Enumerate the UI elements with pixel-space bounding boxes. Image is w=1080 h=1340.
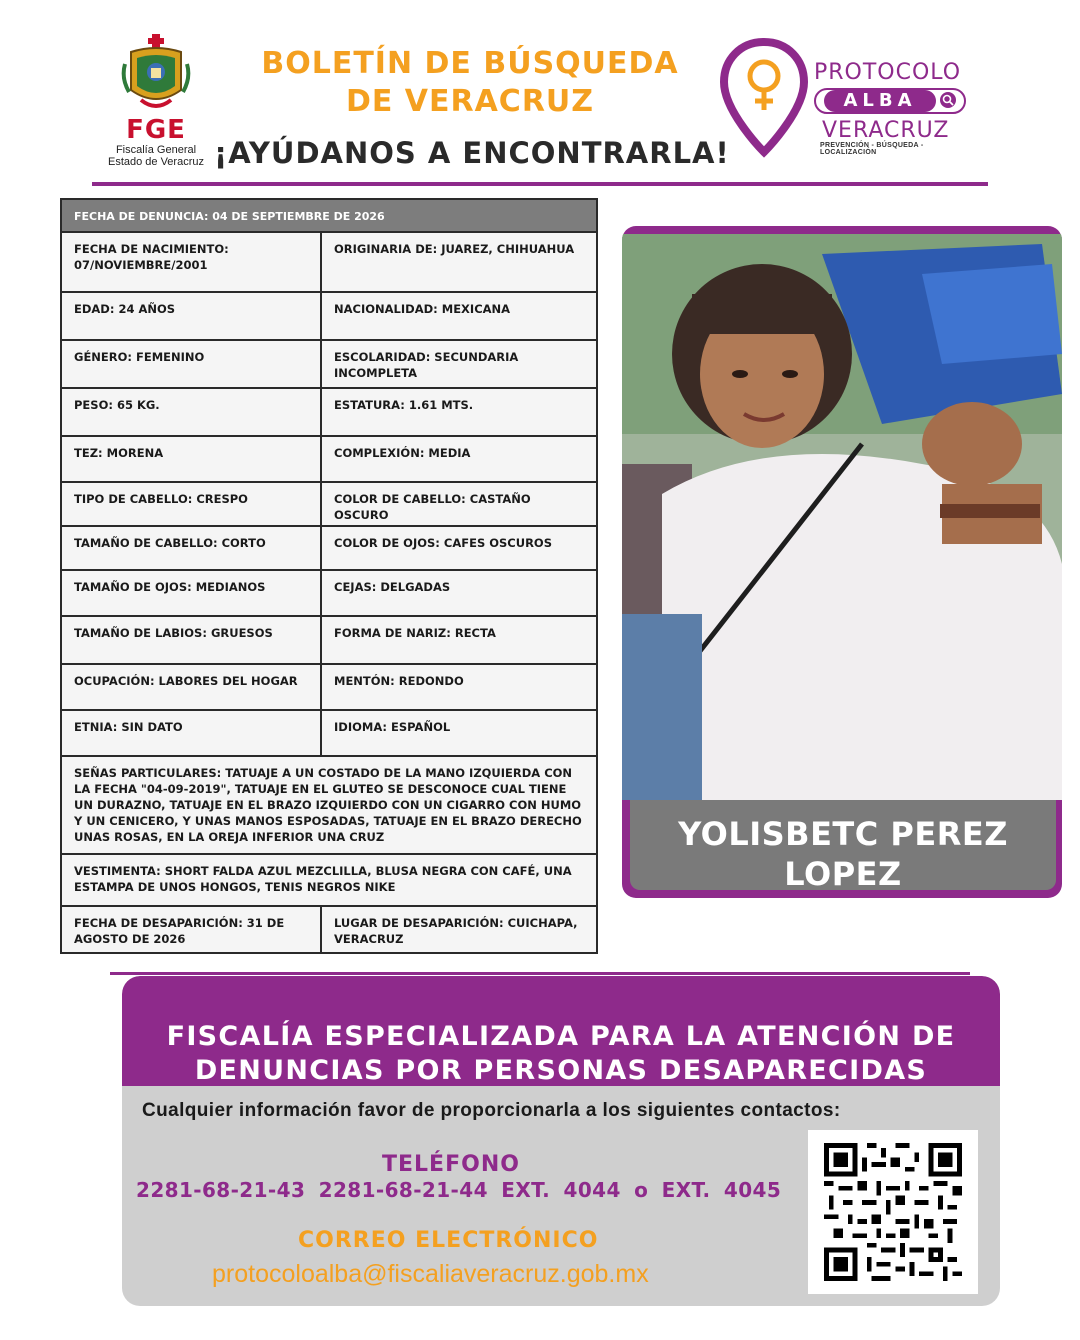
- table-row: [62, 435, 596, 481]
- table-cell: TAMAÑO DE OJOS: MEDIANOS: [62, 571, 322, 615]
- table-row: [62, 905, 596, 952]
- table-cell: ETNIA: SIN DATO: [62, 711, 322, 755]
- table-cell: ORIGINARIA DE: JUAREZ, CHIHUAHUA: [322, 233, 596, 291]
- table-cell: TIPO DE CABELLO: CRESPO: [62, 483, 322, 525]
- qr-code[interactable]: [808, 1130, 978, 1294]
- email-label: CORREO ELECTRÓNICO: [298, 1228, 599, 1253]
- table-cell: GÉNERO: FEMENINO: [62, 341, 322, 387]
- email-link[interactable]: protocoloalba@fiscaliaveracruz.gob.mx: [212, 1260, 649, 1288]
- bulletin-title-line1: BOLETÍN DE BÚSQUEDA: [261, 46, 679, 81]
- location-pin-female-icon: [718, 38, 810, 158]
- contact-intro: Cualquier información favor de proporcionarla a los siguientes contactos:: [142, 1100, 841, 1121]
- table-cell: IDIOMA: ESPAÑOL: [322, 711, 596, 755]
- disappearance-place: LUGAR DE DESAPARICIÓN: CUICHAPA, VERACRUZ: [322, 907, 596, 952]
- qr-code-icon: [824, 1142, 962, 1282]
- org-name-line2: Estado de Veracruz: [107, 156, 204, 168]
- phone-label: TELÉFONO: [382, 1152, 520, 1177]
- table-cell: MENTÓN: REDONDO: [322, 665, 596, 709]
- table-cell: EDAD: 24 AÑOS: [62, 293, 322, 339]
- table-cell: OCUPACIÓN: LABORES DEL HOGAR: [62, 665, 322, 709]
- table-row: [62, 481, 596, 525]
- alba-tagline: PREVENCIÓN - BÚSQUEDA - LOCALIZACIÓN: [820, 142, 924, 156]
- table-row: [62, 709, 596, 755]
- table-row: [62, 663, 596, 709]
- alba-protocolo-text: PROTOCOLO: [814, 60, 962, 85]
- table-row: [62, 525, 596, 569]
- person-name-line2: LOPEZ: [784, 855, 902, 893]
- table-row: [62, 755, 596, 853]
- table-cell: ESCOLARIDAD: SECUNDARIA INCOMPLETA: [322, 341, 596, 387]
- fge-logo: [96, 34, 216, 166]
- protocolo-alba-logo: [718, 38, 978, 166]
- table-cell: TAMAÑO DE LABIOS: GRUESOS: [62, 617, 322, 663]
- person-details-table: [60, 198, 598, 954]
- table-header-row: [62, 200, 596, 231]
- table-cell: COLOR DE CABELLO: CASTAÑO OSCURO: [322, 483, 596, 525]
- distinguishing-marks: SEÑAS PARTICULARES: TATUAJE A UN COSTADO DE LA MANO IZQUIERDA CON LA FECHA "04-09-2019", TATUAJE EN EL GLUTEO SE DESCONOCE CUAL TIENE UN DURAZNO, TATUAJE EN EL BRAZO IZQUIERDO CON UN CIGARRO CON HUMO Y UN CENICERO, Y UNAS MANOS ESPOSADAS, TATUAJE EN EL BRAZO DERECHO UNAS ROSAS, EN LA OREJA INFERIOR UNA CRUZ: [62, 757, 596, 853]
- fge-abbr: FGE: [126, 115, 186, 145]
- table-row: [62, 339, 596, 387]
- agency-name-line1: FISCALÍA ESPECIALIZADA PARA LA ATENCIÓN DE: [166, 1021, 956, 1052]
- table-row: [62, 615, 596, 663]
- contact-footer: [122, 976, 1000, 1306]
- table-cell: NACIONALIDAD: MEXICANA: [322, 293, 596, 339]
- table-cell: PESO: 65 KG.: [62, 389, 322, 435]
- bulletin-title-line2: DE VERACRUZ: [345, 84, 595, 119]
- missing-person-card: [622, 226, 1062, 898]
- table-row: [62, 231, 596, 291]
- help-us-heading: ¡AYÚDANOS A ENCONTRARLA!: [214, 136, 730, 170]
- table-cell: ESTATURA: 1.61 MTS.: [322, 389, 596, 435]
- table-cell: FORMA DE NARIZ: RECTA: [322, 617, 596, 663]
- report-date: FECHA DE DENUNCIA: 04 DE SEPTIEMBRE DE 2026: [62, 200, 596, 231]
- search-icon: [940, 92, 958, 110]
- table-row: [62, 387, 596, 435]
- org-name-line1: Fiscalía General: [115, 144, 197, 156]
- missing-person-photo: [622, 234, 1062, 800]
- header-divider: [92, 182, 988, 186]
- table-row: [62, 291, 596, 339]
- table-cell: COLOR DE OJOS: CAFES OSCUROS: [322, 527, 596, 569]
- person-name-line1: YOLISBETC PEREZ: [678, 815, 1008, 853]
- table-cell: CEJAS: DELGADAS: [322, 571, 596, 615]
- table-cell: TAMAÑO DE CABELLO: CORTO: [62, 527, 322, 569]
- section-divider: [110, 972, 970, 975]
- coat-of-arms-icon: [121, 34, 191, 114]
- table-cell: FECHA DE NACIMIENTO: 07/NOVIEMBRE/2001: [62, 233, 322, 291]
- phone-numbers[interactable]: 2281-68-21-43 2281-68-21-44 EXT. 4044 o EXT. 4045: [136, 1178, 782, 1202]
- table-row: [62, 569, 596, 615]
- person-name-box: [630, 800, 1056, 893]
- agency-name-line2: DENUNCIAS POR PERSONAS DESAPARECIDAS: [194, 1055, 928, 1086]
- table-cell: TEZ: MORENA: [62, 437, 322, 481]
- table-row: [62, 853, 596, 905]
- agency-banner: [122, 976, 1000, 1086]
- alba-word: ALBA: [824, 90, 936, 112]
- disappearance-date: FECHA DE DESAPARICIÓN: 31 DE AGOSTO DE 2026: [62, 907, 322, 952]
- clothing: VESTIMENTA: SHORT FALDA AZUL MEZCLILLA, BLUSA NEGRA CON CAFÉ, UNA ESTAMPA DE UNOS HONGOS, TENIS NEGROS NIKE: [62, 855, 596, 905]
- alba-veracruz-text: VERACRUZ: [822, 118, 950, 143]
- alba-pill: [814, 88, 966, 114]
- table-cell: COMPLEXIÓN: MEDIA: [322, 437, 596, 481]
